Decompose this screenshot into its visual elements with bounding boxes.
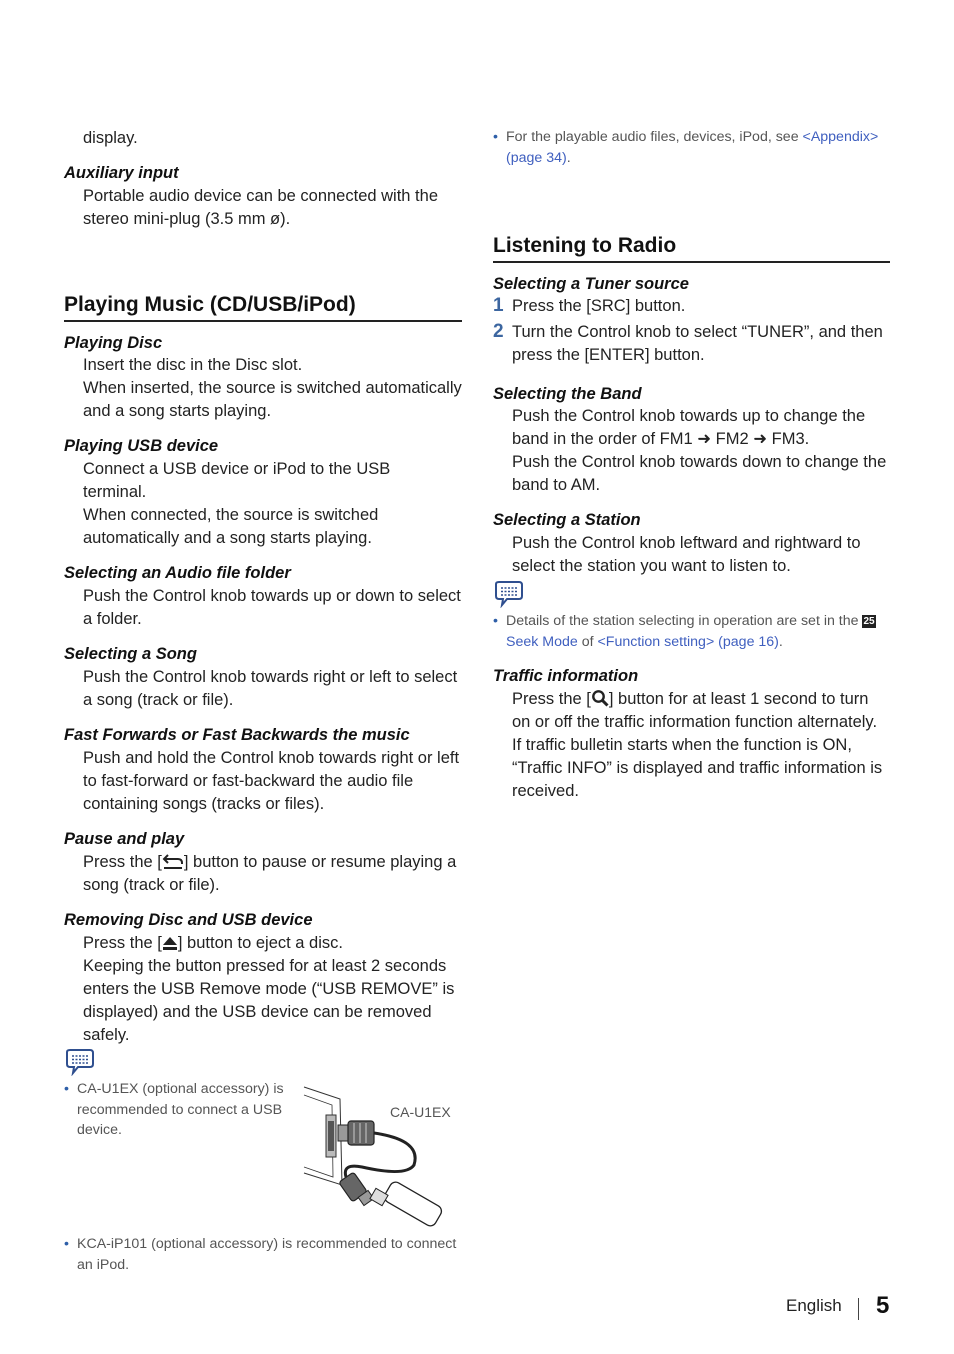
continued-text: display. (83, 129, 138, 147)
note-icon (493, 580, 525, 608)
folder-heading: Selecting an Audio file folder (64, 564, 291, 582)
note-playable-files: • For the playable audio files, devices, iPod, see <Appendix> (page 34). (493, 129, 879, 166)
tuner-step-1: 1 Press the [SRC] button. (493, 295, 686, 316)
appendix-link[interactable]: <Appendix> (page 34) (506, 129, 879, 166)
band-text: Push the Control knob towards up to change the band in the order of FM1 ➜ FM2 ➜ FM3. Push the Control knob towards down to change the band to AM. (512, 407, 887, 494)
return-icon (162, 853, 184, 870)
folder-text: Push the Control knob towards up or down to select a folder. (83, 587, 461, 628)
aux-text: Portable audio device can be connected with the stereo mini-plug (3.5 mm ø). (83, 187, 438, 228)
search-icon (591, 689, 609, 707)
page-ref-badge: 25 (863, 616, 875, 627)
remove-text: Press the [ ] button to eject a disc. Keeping the button pressed for at least 2 seconds enters the USB Remove mode (“USB REMOVE” is displayed) and the USB device can be removed safely. (83, 934, 455, 1044)
remove-heading: Removing Disc and USB device (64, 911, 313, 929)
eject-icon (162, 936, 178, 951)
seek-mode-link[interactable]: Seek Mode (506, 633, 578, 650)
footer-divider (858, 1298, 859, 1320)
song-text: Push the Control knob towards right or left to select a song (track or file). (83, 668, 458, 709)
ff-heading: Fast Forwards or Fast Backwards the music (64, 726, 410, 744)
section-title-playing-music: Playing Music (CD/USB/iPod) (64, 292, 462, 322)
station-heading: Selecting a Station (493, 511, 641, 529)
usb-text: Connect a USB device or iPod to the USB terminal. When connected, the source is switched automatically and a song starts playing. (83, 460, 391, 547)
tuner-heading: Selecting a Tuner source (493, 275, 689, 293)
tuner-step-2: 2 Turn the Control knob to select “TUNER”, and then press the [ENTER] button. (493, 321, 883, 364)
aux-heading: Auxiliary input (64, 164, 179, 182)
usb-heading: Playing USB device (64, 437, 219, 455)
pause-heading: Pause and play (64, 830, 185, 848)
band-heading: Selecting the Band (493, 385, 642, 403)
song-heading: Selecting a Song (64, 645, 197, 663)
traffic-heading: Traffic information (493, 667, 639, 685)
station-text: Push the Control knob leftward and rightward to select the station you want to listen to. (512, 534, 861, 575)
pause-text: Press the [ ] button to pause or resume playing a song (track or file). (83, 853, 457, 894)
disc-text: Insert the disc in the Disc slot. When inserted, the source is switched automatically and a song starts playing. (83, 356, 462, 420)
note-ca-u1ex: • CA-U1EX (optional accessory) is recommended to connect a USB device. (64, 1081, 284, 1138)
footer-language: English (786, 1296, 842, 1315)
disc-heading: Playing Disc (64, 334, 163, 352)
note-kca-ip101: • KCA-iP101 (optional accessory) is recommended to connect an iPod. (64, 1236, 457, 1273)
page-number: 5 (876, 1292, 890, 1319)
note-icon (64, 1048, 96, 1076)
ff-text: Push and hold the Control knob towards right or left to fast-forward or fast-backward the audio file containing songs (tracks or files). (83, 749, 460, 813)
traffic-text: Press the [ ] button for at least 1 second to turn on or off the traffic information function alternately. If traffic bulletin starts when the function is ON, “Traffic INFO” is displayed and traffic information is received. (512, 690, 883, 800)
note-seek-mode: • Details of the station selecting in operation are set in the 25 Seek Mode of <Function setting> (page 16). (493, 613, 875, 650)
function-setting-link[interactable]: <Function setting> (page 16) (597, 633, 779, 650)
figure-label: CA-U1EX (390, 1104, 451, 1120)
section-title-radio: Listening to Radio (493, 233, 890, 263)
